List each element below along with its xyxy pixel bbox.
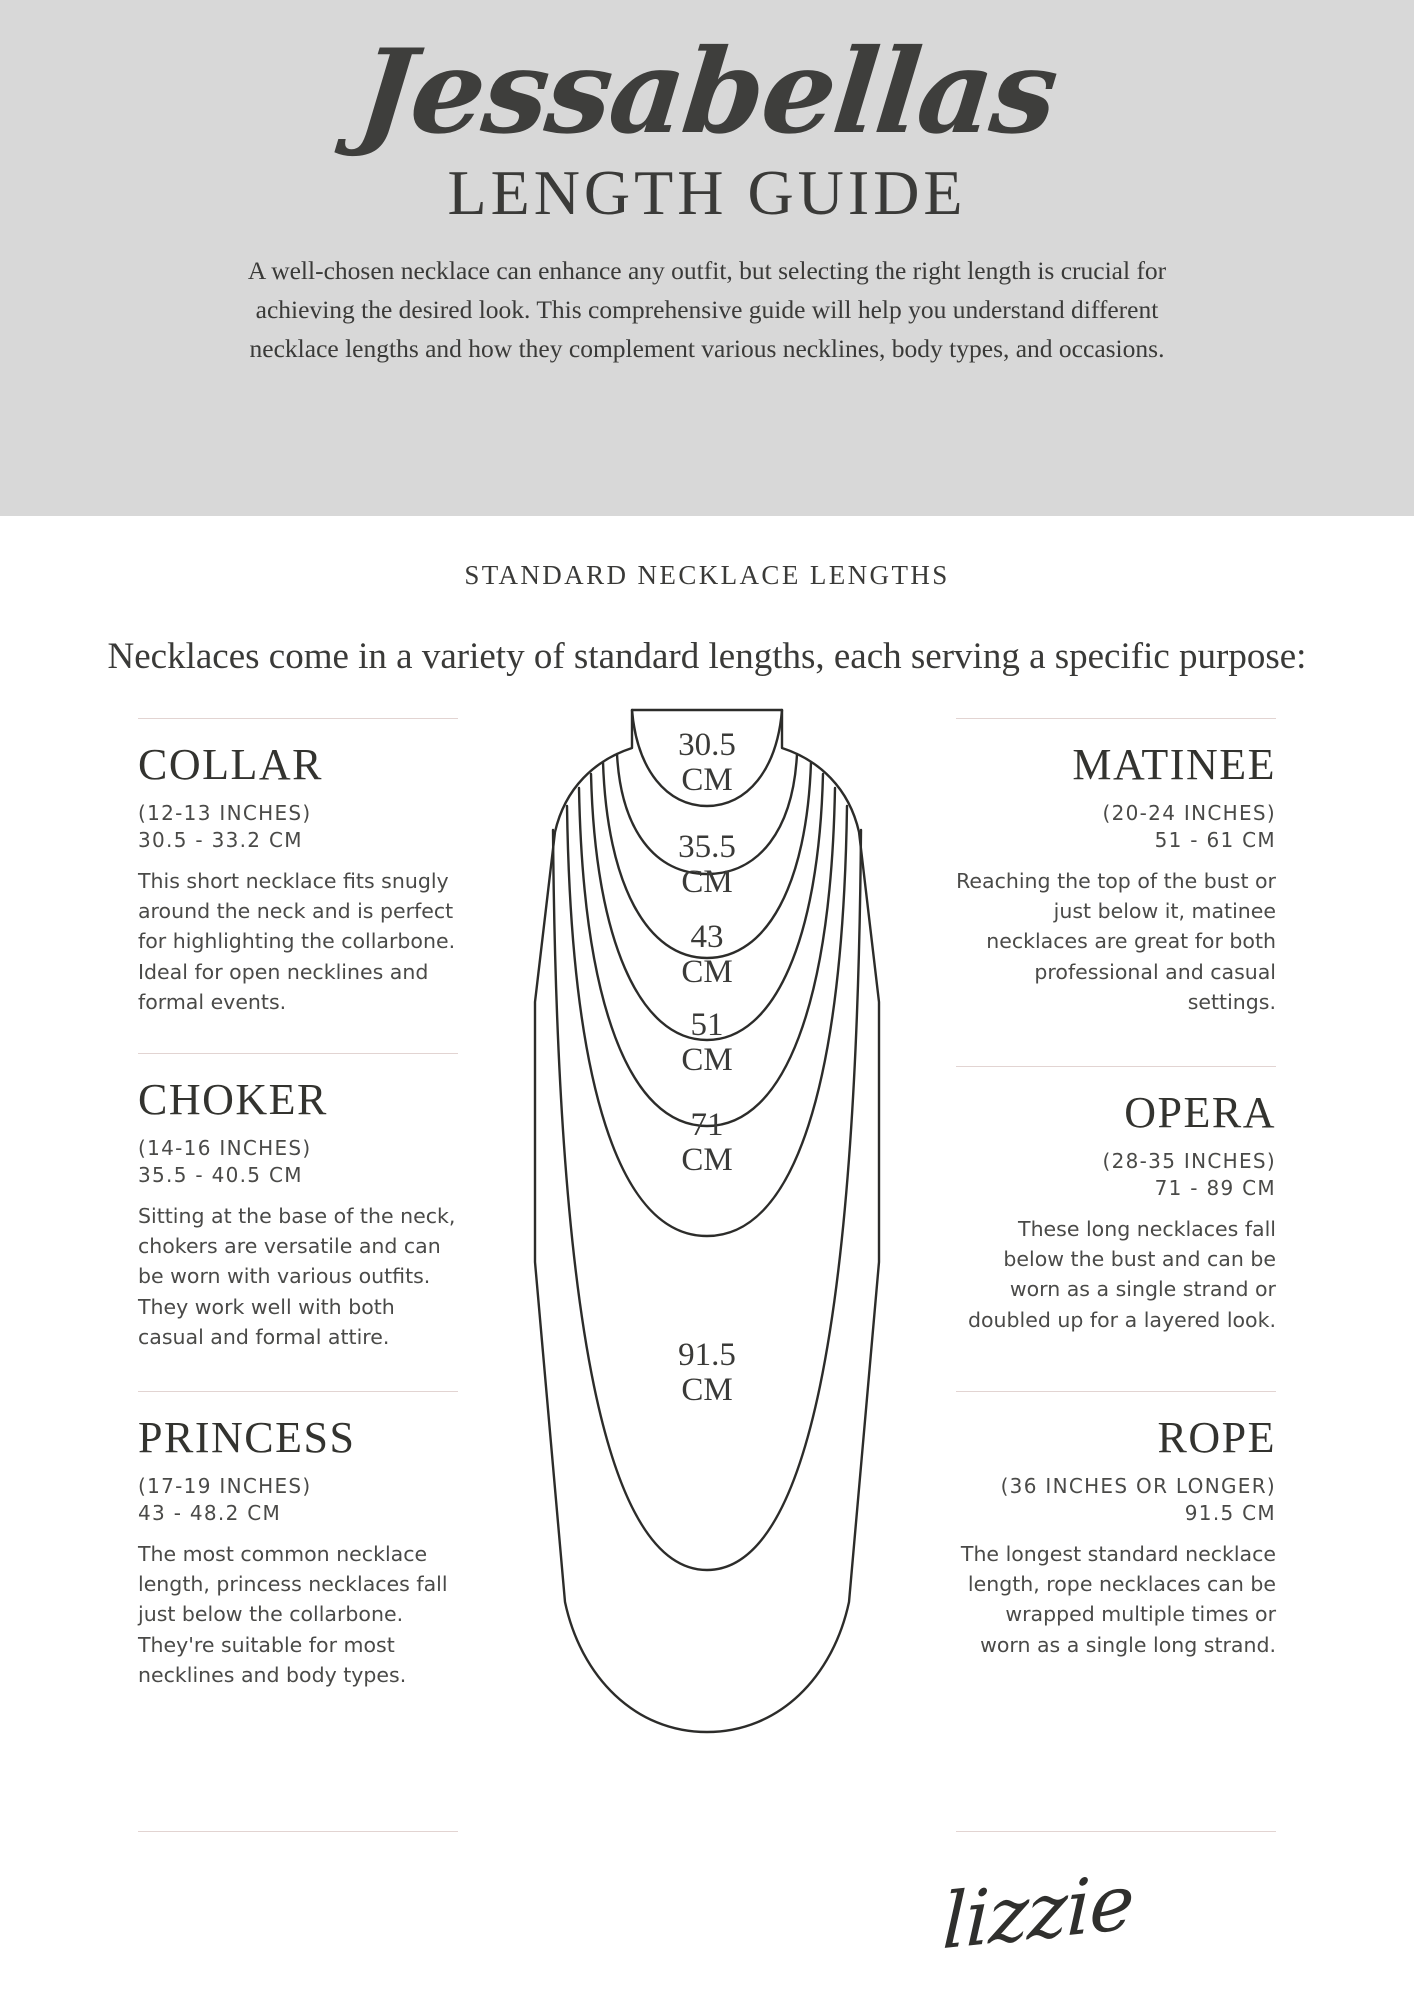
length-label-30-5: 30.5 CM: [678, 726, 736, 799]
entry-cm: 30.5 - 33.2 CM: [138, 827, 303, 852]
entry-description: Sitting at the base of the neck, chokers are versatile and can be worn with various outfits. They work well with both casual and formal attire.: [138, 1203, 456, 1349]
entry-rope: [956, 1391, 1276, 1660]
entry-title: OPERA: [1124, 1087, 1276, 1137]
entry-inches: (28-35 INCHES): [1102, 1148, 1276, 1173]
entry-matinee: [956, 718, 1276, 1018]
entry-inches: (36 INCHES OR LONGER): [1000, 1473, 1276, 1498]
divider: [956, 1066, 1276, 1067]
length-label-71: 71 CM: [681, 1106, 733, 1179]
intro-paragraph: A well-chosen necklace can enhance any outfit, but selecting the right length is crucial for achieving the desired look. This comprehensive guide will help you understand different necklace lengths and how they complement various necklines, body types, and occasions.: [247, 256, 1167, 363]
divider-bottom-left: [138, 1831, 458, 1832]
page-title: LENGTH GUIDE: [447, 157, 967, 228]
entry-cm: 43 - 48.2 CM: [138, 1500, 282, 1525]
divider: [956, 1391, 1276, 1392]
entry-inches: (14-16 INCHES): [138, 1135, 312, 1160]
divider: [138, 1391, 458, 1392]
length-label-35-5: 35.5 CM: [678, 828, 736, 901]
brand-wordmark: Jessabellas: [351, 24, 1063, 160]
length-label-51: 51 CM: [681, 1006, 733, 1079]
entry-description: These long necklaces fall below the bust and can be worn as a single strand or doubled up for a layered look.: [968, 1216, 1276, 1332]
entry-description: The most common necklace length, princess necklaces fall just below the collarbone. They're suitable for most necklines and body types.: [138, 1541, 448, 1687]
entry-cm: 35.5 - 40.5 CM: [138, 1162, 303, 1187]
necklace-length-diagram: [497, 702, 917, 1762]
entry-title: PRINCESS: [138, 1412, 356, 1462]
entry-title: ROPE: [1157, 1412, 1276, 1462]
length-label-91-5: 91.5 CM: [678, 1336, 736, 1409]
entry-description: This short necklace fits snugly around the neck and is perfect for highlighting the collarbone. Ideal for open necklines and formal events.: [138, 868, 456, 1014]
section-lead: Necklaces come in a variety of standard lengths, each serving a specific purpose:: [107, 636, 1307, 677]
length-guide-content: [0, 718, 1414, 1768]
entry-description: The longest standard necklace length, rope necklaces can be wrapped multiple times or worn as a single long strand.: [960, 1541, 1276, 1657]
section-label: STANDARD NECKLACE LENGTHS: [464, 560, 950, 590]
entry-inches: (20-24 INCHES): [1102, 800, 1276, 825]
designer-signature: lizzie: [940, 1856, 1136, 1967]
entry-title: CHOKER: [138, 1074, 328, 1124]
divider: [138, 718, 458, 719]
entry-title: COLLAR: [138, 739, 323, 789]
divider-bottom-right: [956, 1831, 1276, 1832]
entry-opera: [956, 1066, 1276, 1335]
entry-collar: [138, 718, 458, 1018]
entry-inches: (12-13 INCHES): [138, 800, 312, 825]
entry-title: MATINEE: [1072, 739, 1276, 789]
divider: [956, 718, 1276, 719]
length-label-43: 43 CM: [681, 918, 733, 991]
header-band: [0, 0, 1414, 516]
entry-cm: 71 - 89 CM: [1154, 1175, 1276, 1200]
entry-description: Reaching the top of the bust or just below it, matinee necklaces are great for both professional and casual settings.: [956, 868, 1276, 1014]
entry-princess: [138, 1391, 458, 1691]
divider: [138, 1053, 458, 1054]
entry-cm: 51 - 61 CM: [1154, 827, 1276, 852]
entry-choker: [138, 1053, 458, 1353]
entry-cm: 91.5 CM: [1184, 1500, 1276, 1525]
entry-inches: (17-19 INCHES): [138, 1473, 312, 1498]
